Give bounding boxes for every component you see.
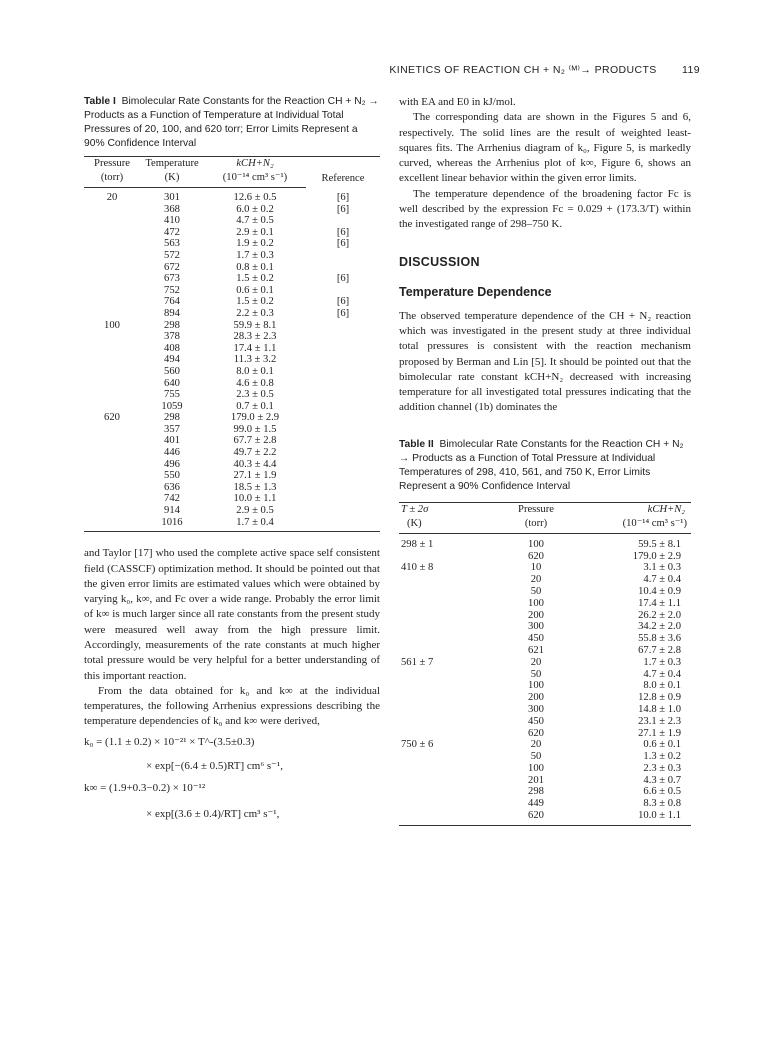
cell-pressure: 620 [528, 550, 544, 562]
table-row [84, 447, 380, 459]
table-row [399, 551, 691, 563]
cell-pressure [84, 227, 140, 239]
cell-pressure: 450 [528, 633, 544, 645]
cell-reference: [6] [336, 307, 350, 319]
cell-rate-constant: 49.7 ± 2.2 [233, 447, 277, 459]
section-heading-discussion: DISCUSSION [399, 254, 480, 269]
cell-reference [306, 412, 380, 424]
cell-temperature [399, 716, 493, 728]
cell-pressure [84, 366, 140, 378]
table-row [84, 389, 380, 401]
cell-reference: [6] [336, 226, 350, 238]
table-row [84, 366, 380, 378]
table-row [399, 775, 691, 787]
cell-rate-constant: 3.1 ± 0.3 [643, 562, 681, 574]
cell-temperature: 560 [164, 365, 180, 377]
cell-rate-constant: 8.3 ± 0.8 [643, 798, 681, 810]
cell-rate-constant: 2.3 ± 0.5 [236, 389, 274, 401]
table-row [399, 680, 691, 692]
t1-header-temperature-unit: (K) [140, 171, 204, 188]
cell-reference: [6] [336, 296, 350, 308]
cell-pressure: 20 [530, 656, 542, 668]
table2-caption-label: Table II [399, 438, 434, 450]
cell-temperature: 301 [164, 192, 180, 203]
cell-temperature: 410 [164, 215, 180, 227]
table-row [84, 401, 380, 413]
cell-pressure [84, 389, 140, 401]
cell-rate-constant: 12.8 ± 0.9 [638, 692, 681, 704]
table-row [399, 786, 691, 798]
t1-header-reference: Reference [321, 172, 365, 184]
table-row [399, 692, 691, 704]
cell-pressure [84, 331, 140, 343]
cell-pressure: 200 [528, 692, 544, 704]
cell-rate-constant: 179.0 ± 2.9 [230, 412, 280, 424]
table-row [399, 657, 691, 669]
cell-pressure [84, 296, 140, 308]
cell-reference: [6] [336, 273, 350, 285]
cell-reference: [6] [336, 191, 350, 203]
cell-rate-constant: 0.8 ± 0.1 [236, 261, 274, 273]
cell-reference [306, 215, 380, 227]
cell-temperature [399, 645, 493, 657]
cell-reference [306, 459, 380, 471]
cell-temperature [399, 621, 493, 633]
cell-temperature: 640 [164, 377, 180, 389]
cell-rate-constant: 10.4 ± 0.9 [638, 585, 681, 597]
cell-rate-constant: 2.2 ± 0.3 [236, 307, 274, 319]
table-row [399, 751, 691, 763]
cell-temperature: 378 [164, 331, 180, 343]
cell-reference: [6] [336, 238, 350, 250]
cell-rate-constant: 27.1 ± 1.9 [638, 727, 681, 739]
equation-kinf-line2: × exp[(3.6 ± 0.4)/RT] cm³ s⁻¹, [146, 807, 280, 820]
cell-pressure [84, 285, 140, 297]
cell-temperature [399, 798, 493, 810]
right-paragraph-2: The corresponding data are shown in the Figures 5 and 6, respectively. The solid lines are the result of weighted least-squares fits. The Arrhenius diagram of k₀, Figure 5, is markedly curved, whereas the Arrhenius plot of k∞, Figure 6, shows an excellent linear behavior within the given error limits. [399, 111, 691, 185]
cell-temperature [399, 551, 493, 563]
cell-reference [306, 378, 380, 390]
cell-temperature: 298 [164, 319, 180, 331]
cell-temperature: 401 [164, 435, 180, 447]
left-paragraph-1: and Taylor [17] who used the complete active space self consistent field (CASSCF) optimization method. It should be pointed out that the given error limits are estimated values which were obtained by varying k₀, k∞, and Fc over a wide range. Probably the error limit of k∞ is much larger since all rate constants from the present study were measured well away from the high pressure limit. Accordingly, measurements of the rate constants at much higher total pressure would be very helpful for a better understanding of this important reaction. [84, 547, 380, 682]
t1-header-pressure-unit: (torr) [84, 171, 140, 188]
cell-rate-constant: 17.4 ± 1.1 [233, 342, 277, 354]
cell-reference [306, 331, 380, 343]
table-row [399, 739, 691, 751]
cell-pressure: 100 [528, 680, 544, 692]
table-row [399, 728, 691, 740]
table-row [84, 285, 380, 297]
cell-pressure: 20 [106, 192, 118, 203]
table-row [399, 574, 691, 586]
cell-pressure [84, 378, 140, 390]
t1-header-pressure: Pressure [94, 158, 130, 169]
cell-reference [306, 424, 380, 436]
running-head-title: KINETICS OF REACTION CH + N₂ ⁽ᴹ⁾→ PRODUCTS [389, 64, 657, 76]
cell-temperature [399, 574, 493, 586]
cell-pressure [84, 343, 140, 355]
cell-pressure: 620 [104, 412, 120, 424]
t1-header-k-unit: (10⁻¹⁴ cm³ s⁻¹) [204, 171, 306, 188]
left-column [84, 95, 380, 823]
table-row [84, 331, 380, 343]
table-row [399, 704, 691, 716]
right-column [399, 95, 691, 826]
cell-pressure: 620 [528, 810, 544, 822]
cell-rate-constant: 28.3 ± 2.3 [233, 331, 277, 343]
cell-reference: [6] [336, 203, 350, 215]
table-row [399, 798, 691, 810]
cell-temperature: 752 [164, 284, 180, 296]
cell-pressure [84, 505, 140, 517]
table-row [84, 227, 380, 239]
cell-rate-constant: 12.6 ± 0.5 [233, 192, 277, 203]
cell-temperature [399, 692, 493, 704]
cell-pressure: 298 [528, 786, 544, 798]
cell-rate-constant: 4.7 ± 0.4 [643, 668, 681, 680]
cell-temperature [399, 728, 493, 740]
cell-temperature [399, 751, 493, 763]
table-row [399, 621, 691, 633]
cell-reference [306, 320, 380, 332]
cell-temperature: 550 [164, 470, 180, 482]
cell-pressure: 200 [528, 609, 544, 621]
cell-temperature: 750 ± 6 [401, 739, 434, 751]
cell-reference [306, 447, 380, 459]
cell-reference [306, 285, 380, 297]
cell-pressure [84, 401, 140, 413]
t1-header-k: kCH+N₂ [236, 158, 274, 169]
t2-header-k-unit: (10⁻¹⁴ cm³ s⁻¹) [579, 517, 691, 534]
table-row [84, 296, 380, 308]
cell-temperature: 673 [164, 273, 180, 285]
cell-temperature: 672 [164, 261, 180, 273]
cell-temperature: 561 ± 7 [401, 656, 434, 668]
cell-temperature: 368 [164, 203, 180, 215]
cell-rate-constant: 2.9 ± 0.5 [236, 505, 274, 517]
cell-pressure: 449 [528, 798, 544, 810]
table-row [84, 493, 380, 505]
cell-pressure [84, 354, 140, 366]
cell-temperature [399, 810, 493, 825]
cell-rate-constant: 34.2 ± 2.0 [638, 621, 681, 633]
table-row [84, 459, 380, 471]
cell-rate-constant: 0.6 ± 0.1 [643, 739, 681, 751]
cell-rate-constant: 4.3 ± 0.7 [643, 774, 681, 786]
cell-temperature [399, 786, 493, 798]
equation-kinf-line1: k∞ = (1.9+0.3−0.2) × 10⁻¹² [84, 781, 206, 794]
cell-pressure [84, 470, 140, 482]
table-row [399, 533, 691, 550]
table-row [399, 810, 691, 825]
equation-kinf [84, 779, 380, 823]
table-row [84, 378, 380, 390]
equation-k0-line1: k₀ = (1.1 ± 0.2) × 10⁻²¹ × T^-(3.5±0.3) [84, 735, 255, 748]
table-row [84, 250, 380, 262]
cell-temperature [399, 775, 493, 787]
cell-pressure: 201 [528, 774, 544, 786]
cell-rate-constant: 1.9 ± 0.2 [236, 238, 274, 250]
subsection-heading-temperature: Temperature Dependence [399, 284, 552, 299]
table-row [399, 586, 691, 598]
cell-pressure: 621 [528, 644, 544, 656]
cell-pressure [84, 250, 140, 262]
table-row [399, 645, 691, 657]
table-row [84, 343, 380, 355]
cell-temperature: 408 [164, 342, 180, 354]
cell-reference [306, 470, 380, 482]
cell-reference [306, 505, 380, 517]
cell-reference [306, 389, 380, 401]
right-paragraph-1: with EA and E0 in kJ/mol. [399, 96, 516, 108]
table-row [399, 598, 691, 610]
cell-pressure: 50 [530, 585, 542, 597]
t2-header-temp-unit: (K) [399, 517, 493, 534]
cell-temperature: 472 [164, 226, 180, 238]
cell-temperature: 914 [164, 505, 180, 517]
cell-pressure [84, 517, 140, 532]
cell-rate-constant: 27.1 ± 1.9 [233, 470, 277, 482]
table1-caption-label: Table I [84, 96, 116, 107]
table1-caption-text: Bimolecular Rate Constants for the Reaction CH + N₂ → Products as a Function of Temperature at Individual Total Pressures of 20, 100, and 620 torr; Error Limits Represent a 90% Confidence Interval [84, 96, 379, 149]
table-row [84, 435, 380, 447]
cell-temperature: 764 [164, 296, 180, 308]
table-row [84, 412, 380, 424]
cell-reference [306, 517, 380, 532]
cell-rate-constant: 99.0 ± 1.5 [233, 423, 277, 435]
table-row [84, 204, 380, 216]
cell-rate-constant: 14.8 ± 1.0 [638, 703, 681, 715]
cell-pressure: 100 [528, 762, 544, 774]
cell-rate-constant: 6.6 ± 0.5 [643, 786, 681, 798]
cell-rate-constant: 6.0 ± 0.2 [236, 203, 274, 215]
cell-pressure: 20 [530, 574, 542, 586]
cell-reference [306, 435, 380, 447]
cell-rate-constant: 67.7 ± 2.8 [233, 435, 277, 447]
cell-rate-constant: 26.2 ± 2.0 [638, 609, 681, 621]
cell-temperature [399, 669, 493, 681]
table-row [84, 482, 380, 494]
cell-temperature [399, 763, 493, 775]
cell-rate-constant: 40.3 ± 4.4 [233, 458, 277, 470]
cell-rate-constant: 23.1 ± 2.3 [638, 715, 681, 727]
table2-caption [399, 438, 691, 494]
cell-temperature [399, 633, 493, 645]
cell-pressure [84, 215, 140, 227]
t2-header-k: kCH+N₂ [647, 503, 685, 515]
equation-k0 [84, 733, 380, 775]
cell-rate-constant: 59.9 ± 8.1 [233, 319, 277, 331]
cell-temperature: 894 [164, 307, 180, 319]
cell-temperature [399, 704, 493, 716]
cell-pressure [84, 262, 140, 274]
cell-pressure: 300 [528, 703, 544, 715]
table-row [399, 562, 691, 574]
cell-rate-constant: 4.7 ± 0.4 [643, 574, 681, 586]
t2-header-temp: T ± 2σ [401, 503, 429, 515]
cell-temperature: 755 [164, 389, 180, 401]
table-row [84, 320, 380, 332]
cell-temperature: 298 [164, 412, 180, 424]
equation-k0-line2: × exp[−(6.4 ± 0.5)RT] cm⁶ s⁻¹, [146, 759, 284, 772]
cell-reference [306, 366, 380, 378]
table1 [84, 156, 380, 532]
table-row [84, 262, 380, 274]
cell-temperature: 572 [164, 249, 180, 261]
cell-rate-constant: 1.5 ± 0.2 [236, 273, 274, 285]
cell-temperature: 494 [164, 354, 180, 366]
cell-reference [306, 250, 380, 262]
cell-rate-constant: 11.3 ± 3.2 [233, 354, 277, 366]
table-row [84, 424, 380, 436]
table2 [399, 502, 691, 826]
cell-rate-constant: 0.6 ± 0.1 [236, 284, 274, 296]
cell-temperature: 742 [164, 493, 180, 505]
cell-rate-constant: 1.5 ± 0.2 [236, 296, 274, 308]
cell-rate-constant: 1.7 ± 0.4 [236, 516, 274, 528]
cell-temperature: 410 ± 8 [401, 562, 434, 574]
cell-rate-constant: 8.0 ± 0.1 [643, 680, 681, 692]
cell-reference [306, 343, 380, 355]
cell-rate-constant: 59.5 ± 8.1 [638, 538, 681, 550]
cell-reference [306, 482, 380, 494]
cell-pressure [84, 424, 140, 436]
cell-pressure: 450 [528, 715, 544, 727]
table-row [84, 470, 380, 482]
table-row [84, 273, 380, 285]
cell-pressure [84, 435, 140, 447]
cell-temperature: 1059 [161, 400, 183, 412]
table-row [84, 308, 380, 320]
cell-pressure [84, 447, 140, 459]
cell-reference [306, 493, 380, 505]
cell-temperature [399, 610, 493, 622]
cell-rate-constant: 1.7 ± 0.3 [236, 249, 274, 261]
cell-rate-constant: 179.0 ± 2.9 [632, 550, 681, 562]
cell-temperature [399, 680, 493, 692]
cell-temperature: 496 [164, 458, 180, 470]
table2-caption-text: Bimolecular Rate Constants for the Reaction CH + N₂ → Products as a Function of Total Pressure at Individual Temperatures of 298, 410, 561, and 750 K, Error Limits Represent a 90% Confidence Interval [399, 438, 684, 492]
cell-pressure [84, 204, 140, 216]
cell-reference [306, 354, 380, 366]
table-row [84, 505, 380, 517]
cell-rate-constant: 2.3 ± 0.3 [643, 762, 681, 774]
cell-rate-constant: 8.0 ± 0.1 [236, 365, 274, 377]
table-row [84, 188, 380, 204]
right-paragraph-3: The temperature dependence of the broadening factor Fc is well described by the expression Fc = 0.029 + (173.3/T) within the investigated range of 298–750 K. [399, 187, 691, 231]
cell-pressure [84, 308, 140, 320]
cell-pressure [84, 238, 140, 250]
cell-pressure [84, 482, 140, 494]
cell-reference [306, 262, 380, 274]
cell-pressure: 300 [528, 621, 544, 633]
cell-rate-constant: 0.7 ± 0.1 [236, 400, 274, 412]
cell-rate-constant: 4.6 ± 0.8 [236, 377, 274, 389]
running-head [389, 64, 700, 76]
cell-pressure: 10 [530, 562, 542, 574]
cell-temperature: 357 [164, 423, 180, 435]
table-row [84, 215, 380, 227]
cell-pressure: 620 [528, 727, 544, 739]
table-row [399, 610, 691, 622]
cell-rate-constant: 2.9 ± 0.1 [236, 226, 274, 238]
table-row [84, 354, 380, 366]
cell-pressure: 100 [104, 319, 120, 331]
cell-pressure: 50 [530, 668, 542, 680]
cell-temperature: 563 [164, 238, 180, 250]
cell-temperature [399, 598, 493, 610]
cell-rate-constant: 4.7 ± 0.5 [236, 215, 274, 227]
cell-rate-constant: 1.3 ± 0.2 [643, 751, 681, 763]
table-row [399, 763, 691, 775]
cell-rate-constant: 55.8 ± 3.6 [638, 633, 681, 645]
cell-rate-constant: 10.0 ± 1.1 [233, 493, 277, 505]
cell-temperature [399, 586, 493, 598]
table-row [84, 238, 380, 250]
cell-pressure [84, 459, 140, 471]
cell-pressure: 50 [530, 751, 542, 763]
cell-temperature: 1016 [161, 516, 183, 528]
table2-body [399, 533, 691, 825]
t2-header-pressure-unit: (torr) [493, 517, 579, 534]
table-row [399, 716, 691, 728]
cell-rate-constant: 10.0 ± 1.1 [638, 810, 681, 822]
cell-rate-constant: 17.4 ± 1.1 [638, 597, 681, 609]
table1-caption [84, 95, 380, 151]
table-row [84, 517, 380, 532]
t1-header-temperature: Temperature [145, 158, 199, 169]
table-row [399, 669, 691, 681]
t2-header-pressure: Pressure [518, 503, 554, 515]
table-row [399, 633, 691, 645]
cell-pressure [84, 273, 140, 285]
right-paragraph-4: The observed temperature dependence of the CH + N₂ reaction which was investigated in the present study at three individual total pressures is consistent with the reaction mechanism proposed by Berman and Lin [5]. It should be pointed out that the bimolecular rate constant kCH+N₂ decreased with increasing temperature for all investigated total pressures indicating that the addition channel (1b) dominates the [399, 309, 691, 414]
cell-rate-constant: 1.7 ± 0.3 [643, 656, 681, 668]
cell-temperature: 636 [164, 481, 180, 493]
cell-pressure: 20 [530, 739, 542, 751]
table1-body [84, 188, 380, 532]
page-number: 119 [682, 64, 700, 76]
left-paragraph-2: From the data obtained for k₀ and k∞ at the individual temperatures, the following Arrhenius expressions describing the temperature dependencies of k₀ and k∞ were derived, [84, 684, 380, 728]
cell-pressure [84, 493, 140, 505]
cell-pressure: 100 [528, 597, 544, 609]
cell-reference [306, 401, 380, 413]
cell-rate-constant: 18.5 ± 1.3 [233, 481, 277, 493]
cell-pressure: 100 [528, 538, 544, 550]
cell-temperature: 298 ± 1 [401, 538, 434, 550]
cell-temperature: 446 [164, 447, 180, 459]
cell-rate-constant: 67.7 ± 2.8 [638, 644, 681, 656]
